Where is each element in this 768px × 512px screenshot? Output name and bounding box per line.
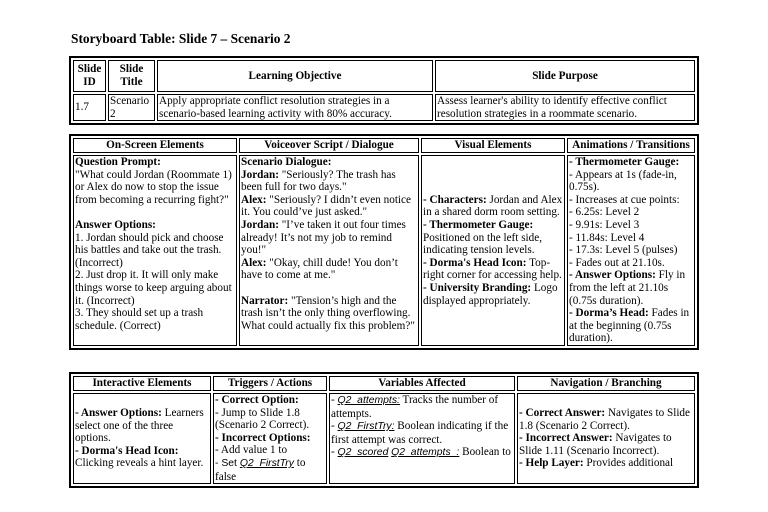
nav-help-text: Provides additional: [583, 457, 674, 470]
cell-slide-title: Scenario 2: [108, 94, 155, 121]
interaction-table: [69, 372, 699, 488]
header-variables-affected: Variables Affected: [329, 376, 515, 391]
visual-dorma-text: Top-right corner for accessing help.: [423, 256, 562, 282]
header-learning-objective: Learning Objective: [157, 60, 433, 92]
anim-item: - Appears at 1s (fade-in, 0.75s).: [569, 168, 677, 194]
header-triggers-actions: Triggers / Actions: [213, 376, 327, 391]
cell-animations: [567, 155, 695, 346]
header-slide-title: Slide Title: [108, 60, 155, 92]
speaker-narrator: Narrator:: [241, 294, 289, 307]
cell-voiceover-script: [239, 155, 419, 346]
trigger-correct-text: - Jump to Slide 1.8 (Scenario 2 Correct).: [215, 406, 310, 432]
variable-q2-attempts: Q2_attempts:: [337, 395, 400, 406]
nav-correct-text: Navigates to Slide 1.8 (Scenario 2 Correct).: [519, 407, 690, 432]
dialogue-line: "I’ve taken it out four times already! It’s not my job to remind you!": [241, 218, 406, 257]
dialogue-line: "Tension’s high and the trash isn’t the only thing overflowing. What could actually fix this problem?": [241, 294, 415, 332]
answer-options-label: Answer Options:: [75, 218, 156, 231]
nav-correct-label: - Correct Answer:: [519, 407, 606, 420]
speaker-alex: Alex:: [241, 256, 267, 269]
dialogue-line: "Seriously? I didn’t even notice it. You could’ve just asked.": [241, 193, 411, 219]
interactive-answer-options-text: Learners select one of the three options.: [75, 407, 204, 445]
nav-incorrect-label: - Incorrect Answer:: [519, 432, 613, 445]
variable-q2-firsttry-desc: Boolean indicating if the first attempt was correct.: [331, 420, 509, 446]
dialogue-line: "Seriously? The trash has been full for two days.": [241, 168, 396, 194]
anim-item: - 6.25s: Level 2: [569, 206, 640, 219]
question-prompt-label: Question Prompt:: [75, 156, 161, 168]
header-voiceover-script: Voiceover Script / Dialogue: [239, 138, 419, 153]
cell-onscreen-elements: [73, 155, 237, 346]
interactive-dorma-text: Clicking reveals a hint layer.: [75, 457, 204, 470]
cell-visual-elements: [421, 155, 565, 346]
answer-option-3: 3. They should set up a trash schedule. (Correct): [75, 307, 204, 332]
visual-characters-label: - Characters:: [423, 193, 487, 206]
dialogue-line: "Okay, chill dude! You don’t have to come at me.": [241, 256, 398, 282]
content-table: [69, 134, 699, 350]
visual-branding-label: - University Branding:: [423, 281, 532, 294]
anim-dorma-head-text: Fades in at the beginning (0.75s duration).: [569, 307, 690, 345]
page-title: Storyboard Table: Slide 7 – Scenario 2: [71, 31, 291, 46]
anim-item: - 11.84s: Level 4: [569, 231, 645, 244]
visual-dorma-label: - Dorma's Head Icon:: [423, 256, 527, 269]
cell-triggers-actions: [213, 393, 327, 484]
anim-answer-options-text: Fly in from the left at 21.10s (0.75s duration).: [569, 269, 686, 307]
visual-characters-text: Jordan and Alex in a shared dorm room setting.: [423, 193, 563, 219]
variable-q2-attempts-desc: Tracks the number of attempts.: [331, 394, 499, 420]
header-navigation-branching: Navigation / Branching: [517, 376, 695, 391]
header-slide-purpose: Slide Purpose: [435, 60, 695, 92]
scenario-dialogue-heading: Scenario Dialogue:: [241, 156, 332, 168]
trigger-correct-label: - Correct Option:: [215, 394, 299, 406]
cell-learning-objective: Apply appropriate conflict resolution strategies in a scenario-based learning activity with 80% accuracy.: [157, 94, 433, 121]
cell-variables-affected: - Q2_attempts: Tracks the number of attempts. - Q2_FirstTry: Boolean indicating if the first attempt was correct. - Q2_scored Q2_attempts_: Boolean to: [329, 393, 515, 484]
answer-option-1: 1. Jordan should pick and choose his battles and take out the trash. (Incorrect): [75, 231, 224, 269]
anim-item: - Fades out at 21.10s.: [569, 256, 665, 269]
anim-item: - 17.3s: Level 5 (pulses): [569, 244, 678, 257]
cell-navigation-branching: [517, 393, 695, 484]
speaker-jordan: Jordan:: [241, 218, 279, 231]
interactive-dorma-label: - Dorma's Head Icon:: [75, 444, 179, 457]
visual-thermometer-text: Positioned on the left side, indicating tension levels.: [423, 231, 543, 257]
slide-info-table: [69, 56, 699, 125]
cell-slide-id: 1.7: [73, 94, 106, 121]
question-prompt-text: "What could Jordan (Roommate 1) or Alex do now to stop the issue from becoming a recurring fight?": [75, 168, 232, 206]
speaker-alex: Alex:: [241, 193, 267, 206]
variable-q2-scored: Q2_scored: [337, 447, 389, 459]
trigger-incorrect-label: - Incorrect Options:: [215, 431, 311, 444]
answer-option-2: 2. Just drop it. It will only make things worse to keep arguing about it. (Incorrect): [75, 269, 232, 307]
header-slide-id: Slide ID: [73, 60, 106, 92]
cell-slide-purpose: Assess learner's ability to identify effective conflict resolution strategies in a roommate scenario.: [435, 94, 695, 121]
cell-interactive-elements: [73, 393, 211, 484]
anim-item: - 9.91s: Level 3: [569, 218, 640, 231]
trigger-set-prefix: - Set: [215, 457, 240, 469]
anim-item: - Increases at cue points:: [569, 193, 680, 206]
variable-q2-attempts-ref: Q2_attempts_:: [391, 447, 460, 459]
visual-thermometer-label: - Thermometer Gauge:: [423, 218, 534, 231]
speaker-jordan: Jordan:: [241, 168, 279, 181]
visual-branding-text: Logo displayed appropriately.: [423, 281, 558, 307]
nav-help-label: - Help Layer:: [519, 457, 584, 470]
header-animations: Animations / Transitions: [567, 138, 695, 153]
anim-thermometer-label: - Thermometer Gauge:: [569, 156, 680, 168]
variable-q2-firsttry: Q2_FirstTry:: [337, 421, 395, 433]
header-interactive-elements: Interactive Elements: [73, 376, 211, 391]
anim-dorma-head-label: - Dorma’s Head:: [569, 307, 649, 320]
trigger-set-variable: Q2_FirstTry: [239, 457, 294, 469]
trigger-set-suffix: to false: [215, 456, 306, 483]
anim-answer-options-label: - Answer Options:: [569, 269, 656, 282]
header-onscreen-elements: On-Screen Elements: [73, 138, 237, 153]
variable-q2-scored-desc: Boolean to: [459, 446, 511, 459]
header-visual-elements: Visual Elements: [421, 138, 565, 153]
nav-incorrect-text: Navigates to Slide 1.11 (Scenario Incorrect).: [519, 432, 672, 457]
interactive-answer-options-label: - Answer Options:: [75, 407, 162, 420]
trigger-incorrect-text: - Add value 1 to: [215, 444, 288, 457]
